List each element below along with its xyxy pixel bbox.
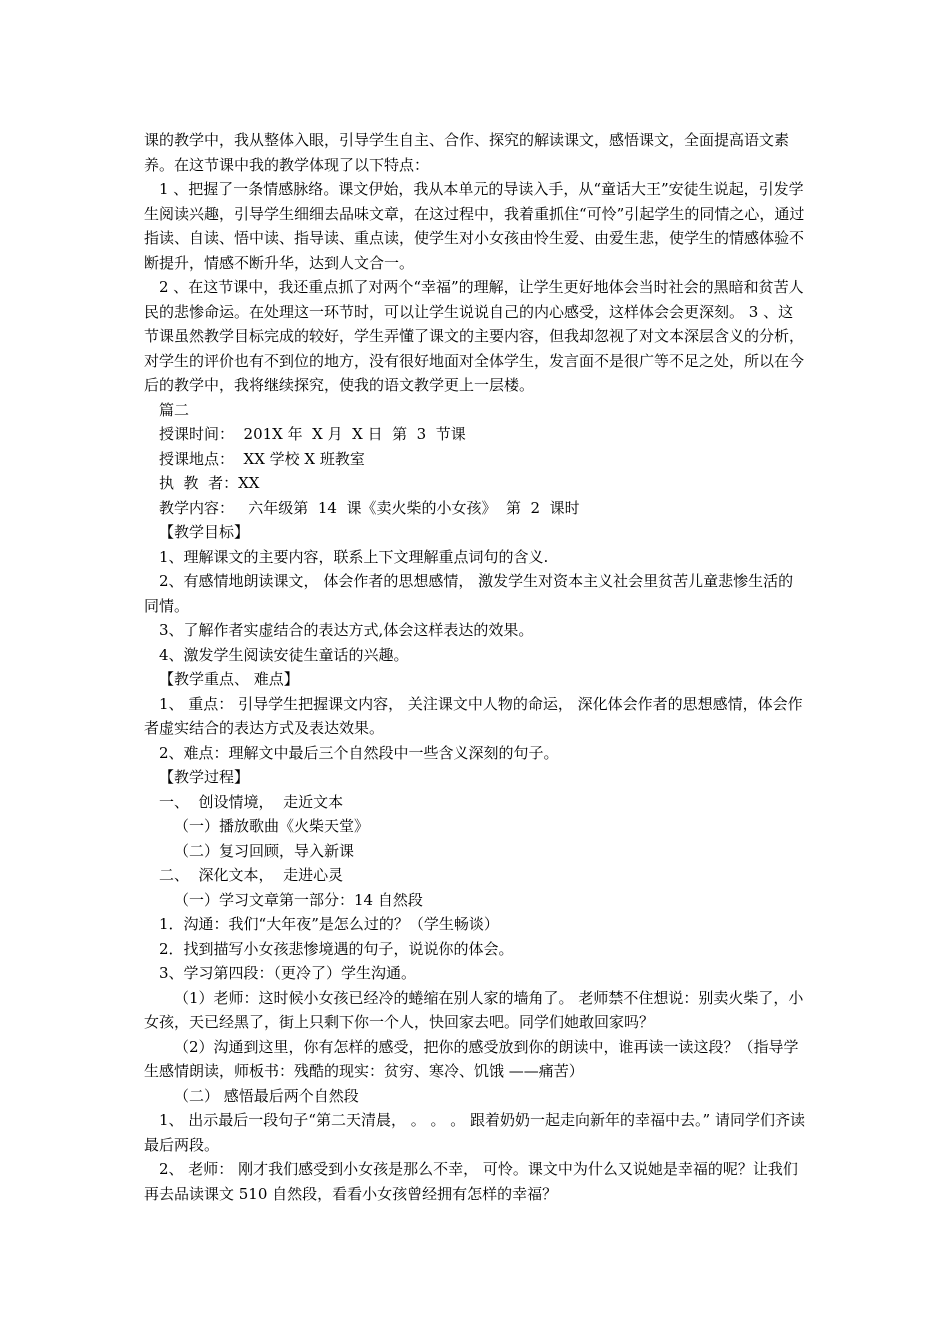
paragraph: 1、 重点： 引导学生把握课文内容， 关注课文中人物的命运， 深化体会作者的思想感情，体会作者虚实结合的表达方式及表达效果。: [144, 694, 803, 737]
paragraph: （二） 感悟最后两个自然段: [174, 1086, 359, 1105]
paragraph: 授课时间： 201X 年 X 月 X 日 第 3 节课: [159, 425, 466, 443]
paragraph: 执 教 者：XX: [159, 474, 260, 492]
paragraph: 2．找到描写小女孩悲惨境遇的句子，说说你的体会。: [159, 939, 514, 958]
paragraph: （一）学习文章第一部分：14 自然段: [174, 890, 423, 909]
paragraph: 1．沟通：我们“大年夜”是怎么过的？（学生畅谈）: [159, 915, 499, 933]
paragraph: 1 、把握了一条情感脉络。课文伊始，我从本单元的导读入手，从“童话大王”安徒生说起，引发学生阅读兴趣，引导学生细细去品味文章，在这过程中，我着重抓住“可怜”引起学生的同情之心，通过指读、自读、悟中读、指导读、重点读，使学生对小女孩由怜生爱、由爱生悲，使学生的情感体验不断提升，情感不断升华，达到人文合一。: [144, 180, 805, 272]
paragraph: 授课地点： XX 学校 X 班教室: [159, 449, 365, 468]
paragraph: 【教学过程】: [159, 768, 250, 786]
paragraph: 二、 深化文本， 走进心灵: [159, 866, 344, 884]
document-body: [144, 128, 806, 1206]
paragraph: （1）老师：这时候小女孩已经冷的蜷缩在别人家的墙角了。 老师禁不住想说：别卖火柴了，小女孩，天已经黑了，街上只剩下你一个人，快回家去吧。同学们她敢回家吗？: [144, 988, 804, 1031]
paragraph: 【教学重点、 难点】: [159, 670, 299, 688]
paragraph: 篇二: [159, 400, 190, 419]
paragraph: 一、 创设情境， 走近文本: [159, 792, 344, 811]
paragraph: 1、 出示最后一段句子“第二天清晨， 。 。 。 跟着奶奶一起走向新年的幸福中去。” 请同学们齐读最后两段。: [144, 1111, 805, 1154]
paragraph: 3、了解作者实虚结合的表达方式,体会这样表达的效果。: [159, 621, 534, 639]
paragraph: （2）沟通到这里，你有怎样的感受，把你的感受放到你的朗读中，谁再读一读这段？（指导学生感情朗读，师板书：残酷的现实：贫穷、寒冷、饥饿 ——痛苦）: [144, 1037, 799, 1080]
paragraph: （一）播放歌曲《火柴天堂》: [174, 817, 370, 835]
paragraph: （二）复习回顾，导入新课: [174, 841, 355, 860]
paragraph: 2、有感情地朗读课文， 体会作者的思想感情， 激发学生对资本主义社会里贫苦儿童悲惨生活的同情。: [144, 572, 794, 615]
paragraph: 2、 老师： 刚才我们感受到小女孩是那么不幸， 可怜。课文中为什么又说她是幸福的呢？让我们再去品读课文 510 自然段，看看小女孩曾经拥有怎样的幸福？: [144, 1160, 798, 1203]
paragraph: 3、学习第四段：（更冷了）学生沟通。: [159, 964, 417, 982]
paragraph: 2、难点：理解文中最后三个自然段中一些含义深刻的句子。: [159, 743, 559, 762]
paragraph: 【教学目标】: [159, 523, 250, 541]
paragraph: 教学内容： 六年级第 14 课《卖火柴的小女孩》 第 2 课时: [159, 498, 580, 517]
paragraph: 2 、在这节课中，我还重点抓了对两个“幸福”的理解，让学生更好地体会当时社会的黑暗和贫苦人民的悲惨命运。在处理这一环节时，可以让学生说说自己的内心感受，这样体会会更深刻。 3 、这节课虽然教学目标完成的较好，学生弄懂了课文的主要内容，但我却忽视了对文本深层含义的分析，对学生的评价也有不到位的地方，没有很好地面对全体学生，发言面不是很广等不足之处，所以在今后的教学中，我将继续探究，使我的语文教学更上一层楼。: [144, 278, 805, 394]
paragraph: 4、激发学生阅读安徒生童话的兴趣。: [159, 645, 409, 664]
paragraph: 1、理解课文的主要内容，联系上下文理解重点词句的含义.: [159, 547, 549, 566]
paragraph: 课的教学中，我从整体入眼，引导学生自主、合作、探究的解读课文，感悟课文，全面提高语文素养。在这节课中我的教学体现了以下特点：: [144, 131, 790, 174]
